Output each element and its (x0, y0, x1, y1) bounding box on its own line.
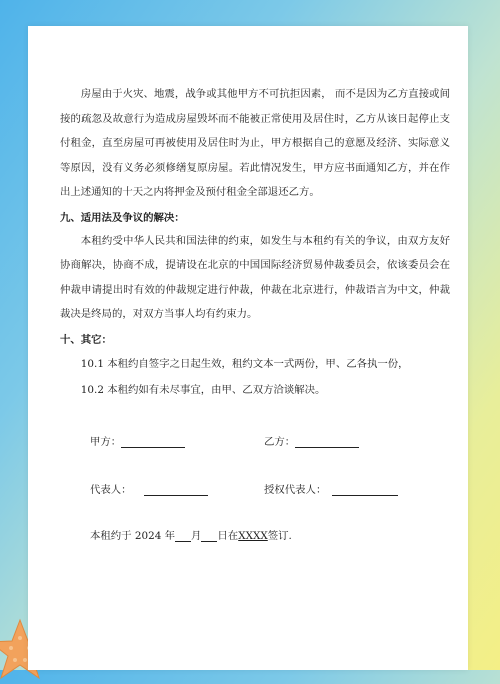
month-label: 月 (191, 530, 202, 542)
clause-10-1: 10.1 本租约自签字之日起生效，租约文本一式两份，甲、乙各执一份， (80, 357, 409, 370)
representative-signature (90, 481, 208, 496)
clause-10-2: 10.2 本租约如有未尽事宜，由甲、乙双方洽谈解决。 (80, 383, 326, 396)
signing-place: XXXX (238, 530, 268, 542)
signing-date-prefix: 本租约于 2024 年 (90, 530, 176, 542)
signing-date-suffix: 签订. (267, 530, 292, 542)
day-label: 日在 (217, 530, 239, 542)
party-a-signature (90, 433, 185, 448)
representative-label: 代表人： (90, 484, 132, 496)
party-a-label: 甲方： (90, 436, 122, 448)
authorized-rep-blank (332, 483, 398, 496)
party-b-blank (295, 435, 359, 448)
authorized-rep-label: 授权代表人： (264, 484, 327, 496)
party-a-blank (121, 435, 185, 448)
day-blank (201, 529, 217, 542)
force-majeure-paragraph: 房屋由于火灾、地震，战争或其他甲方不可抗拒因素， 而不是因为乙方直接或间接的疏忽及故意行为造成房屋毁坏而不能被正常使用及居住时，乙方从该日起停止支付租金，直至房屋可再被使用及居住时为止，甲方根据自己的意愿及经济、实际意义等原因，没有义务必须修缮复原房屋。若此情况发生，甲方应书面通知乙方，并在作出上述通知的十天之内将押金及预付租金全部退还乙方。 (60, 88, 450, 198)
month-blank (175, 529, 191, 542)
contract-body (60, 82, 450, 403)
party-b-signature (264, 433, 359, 448)
section-10-heading: 十、其它： (60, 333, 112, 346)
signing-date-line (90, 527, 292, 542)
section-9-heading: 九、适用法及争议的解决： (60, 211, 185, 224)
party-b-label: 乙方： (264, 436, 296, 448)
section-9-paragraph: 本租约受中华人民共和国法律的约束，如发生与本租约有关的争议，由双方友好协商解决，协商不成，提请设在北京的中国国际经济贸易仲裁委员会，依该委员会在仲裁申请提出时有效的仲裁规定进行仲裁，仲裁在北京进行，仲裁语言为中文，仲裁裁决是终局的，对双方当事人均有约束力。 (60, 234, 450, 320)
representative-blank (144, 483, 208, 496)
authorized-rep-signature (264, 481, 398, 496)
